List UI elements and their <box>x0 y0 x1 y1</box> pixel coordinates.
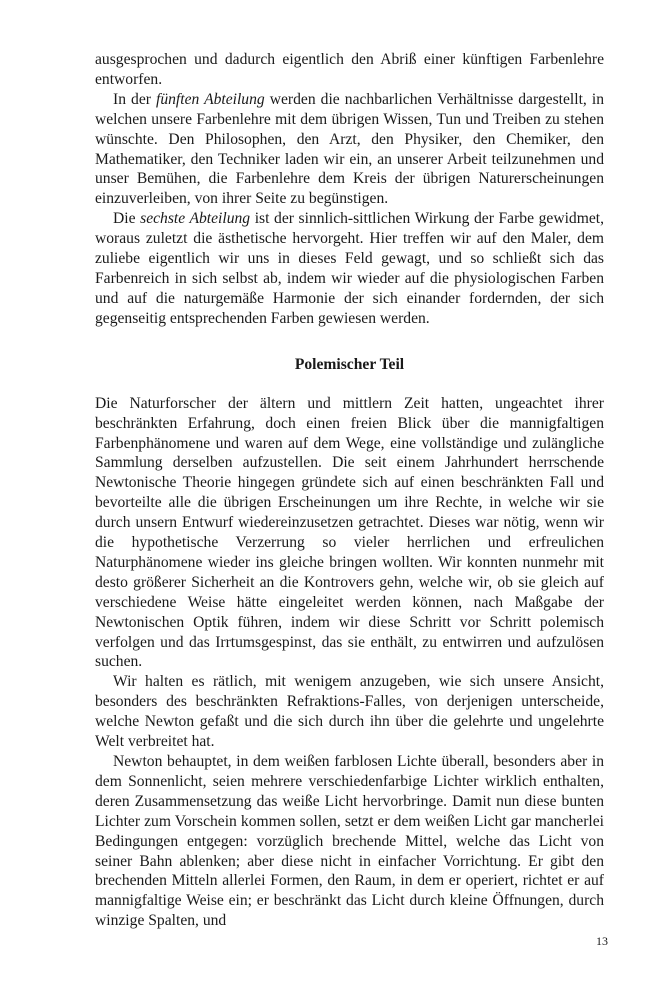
section-heading: Polemischer Teil <box>294 355 405 373</box>
paragraph-continuation: ausgesprochen und dadurch eigentlich den Abriß einer künftigen Farbenlehre entworfen. <box>95 51 604 88</box>
text-run: werden die nachbarlichen Verhältnisse dargestellt, in welchen unsere Farbenlehre mit dem übrigen Wissen, Tun und Treiben zu stehen wünschte. Den Philosophen, den Arzt, den Physiker, den Chemiker, den Mathematiker, den Techniker laden wir ein, an unserer Arbeit teilzunehmen und unser Bemühen, die Farbenlehre dem Kreis der übrigen Naturerscheinungen einzuverleiben, von ihrer Seite zu begünstigen. <box>95 90 604 208</box>
emphasis-fifth-section: fünften Abteilung <box>156 90 265 108</box>
paragraph-polemic-2: Wir halten es rätlich, mit wenigem anzugeben, wie sich unsere Ansicht, besonders des beschränkten Refraktions-Falles, von derjenigen unterscheide, welche Newton gefaßt und die sich durch ihn über die gelehrte und ungelehrte Welt verbreitet hat. <box>95 673 604 751</box>
page-body <box>95 50 604 931</box>
paragraph-polemic-1: Die Naturforscher der ältern und mittlern Zeit hatten, ungeachtet ihrer beschränkten Erfahrung, doch einen freien Blick über die mannigfaltigen Farbenphänomene und waren auf dem Wege, eine vollständige und zulängliche Sammlung derselben aufzustellen. Die seit einem Jahrhundert herrschende Newtonische Theorie hingegen gründete sich auf einen beschränkten Fall und bevorteilte alle die übrigen Erscheinungen um ihre Rechte, in welche wir sie durch unsern Entwurf wiedereinzusetzen getrachtet. Dieses war nötig, wenn wir die hypothetische Verzerrung so vieler herrlichen und erfreulichen Naturphänomene wieder ins gleiche bringen wollten. Wir konnten nunmehr mit desto größerer Sicherheit an die Kontrovers gehn, welche wir, ob sie gleich auf verschiedene Weise hätte eingeleitet werden können, nach Maßgabe der Newtonischen Optik führen, indem wir diese Schritt vor Schritt polemisch verfolgen und das Irrtumsgespinst, das sie enthält, zu entwirren und aufzulösen suchen. <box>95 394 604 671</box>
emphasis-sixth-section: sechste Abteilung <box>140 210 251 228</box>
paragraph-fifth-section <box>95 90 604 209</box>
page-number: 13 <box>596 934 608 948</box>
text-run: ist der sinnlich-sittlichen Wirkung der Farbe gewidmet, woraus zuletzt die ästhetische hervorgeht. Hier treffen wir auf den Maler, dem zuliebe eigentlich wir uns in dieses Feld gewagt, und so schließt sich das Farbenreich in sich selbst ab, indem wir wieder auf die physiologischen Farben und auf die naturgemäße Harmonie der sich einander fordernden, der sich gegenseitig entsprechenden Farben gewiesen werden. <box>95 210 604 327</box>
paragraph-sixth-section <box>95 209 604 328</box>
text-run: In der <box>113 90 156 108</box>
text-run: Die <box>113 210 141 228</box>
paragraph-polemic-3: Newton behauptet, in dem weißen farblosen Lichte überall, besonders aber in dem Sonnenlicht, seien mehrere verschiedenfarbige Lichter wirklich enthalten, deren Zusammensetzung das weiße Licht hervorbringe. Damit nun diese bunten Lichter zum Vorschein kommen sollen, setzt er dem weißen Licht gar mancherlei Bedingungen entgegen: vorzüglich brechende Mittel, welche das Licht von seiner Bahn ablenken; aber diese nicht in einfacher Vorrichtung. Er gibt den brechenden Mitteln allerlei Formen, den Raum, in dem er operiert, richtet er auf mannigfaltige Weise ein; er beschränkt das Licht durch kleine Öffnungen, durch winzige Spalten, und <box>95 753 604 930</box>
